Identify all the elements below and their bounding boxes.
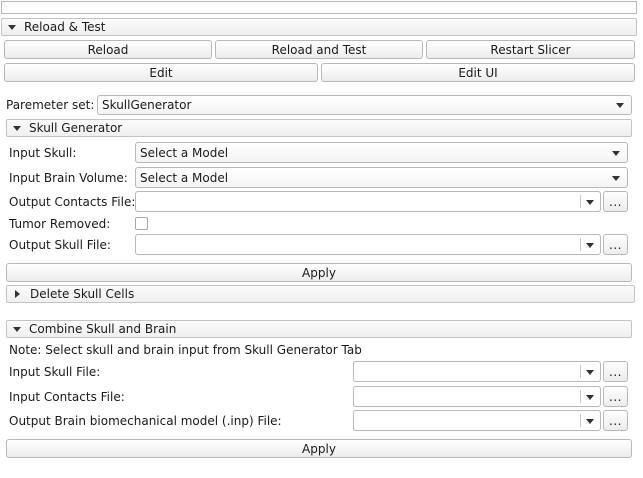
divider: [580, 365, 581, 378]
chevron-down-icon: [8, 25, 16, 30]
input-skull-value: Select a Model: [140, 145, 229, 160]
output-contacts-label: Output Contacts File:: [9, 195, 136, 209]
output-skull-browse-button[interactable]: ...: [603, 234, 628, 255]
output-brain-label: Output Brain biomechanical model (.inp) File:: [9, 414, 282, 428]
input-brain-label: Input Brain Volume:: [9, 171, 128, 185]
skull-generator-apply-button[interactable]: Apply: [6, 263, 632, 282]
parameter-set-label: Paremeter set:: [6, 98, 95, 112]
divider: [580, 195, 581, 208]
input-contacts-file-browse-button[interactable]: ...: [603, 386, 628, 407]
parameter-set-value: SkullGenerator: [102, 98, 192, 112]
edit-ui-button[interactable]: Edit UI: [321, 63, 635, 82]
chevron-right-icon: [15, 290, 20, 298]
output-skull-path-input[interactable]: [135, 234, 601, 255]
top-search-bar[interactable]: [1, 1, 637, 14]
input-skull-file-browse-button[interactable]: ...: [603, 361, 628, 382]
divider: [580, 414, 581, 427]
chevron-down-icon: [616, 103, 624, 108]
input-skull-file-label: Input Skull File:: [9, 365, 101, 379]
edit-button[interactable]: Edit: [4, 63, 318, 82]
output-brain-path-input[interactable]: [353, 410, 601, 431]
input-skull-label: Input Skull:: [9, 146, 77, 160]
parameter-set-combo[interactable]: [97, 95, 632, 115]
chevron-down-icon: [13, 126, 21, 131]
restart-slicer-button[interactable]: Restart Slicer: [426, 40, 635, 59]
chevron-down-icon[interactable]: [586, 395, 594, 400]
reload-button[interactable]: Reload: [4, 40, 212, 59]
delete-skull-cells-title: Delete Skull Cells: [30, 287, 135, 301]
input-skull-file-path-input[interactable]: [353, 361, 601, 382]
chevron-down-icon[interactable]: [586, 200, 594, 205]
chevron-down-icon[interactable]: [586, 419, 594, 424]
tumor-removed-checkbox[interactable]: [135, 217, 148, 230]
reload-test-title: Reload & Test: [24, 20, 106, 34]
input-brain-value: Select a Model: [140, 170, 229, 185]
tumor-removed-label: Tumor Removed:: [9, 217, 111, 231]
input-skull-combo[interactable]: [135, 142, 628, 163]
combine-header[interactable]: [6, 320, 632, 338]
chevron-down-icon[interactable]: [586, 370, 594, 375]
divider: [580, 238, 581, 251]
input-brain-combo[interactable]: [135, 167, 628, 188]
combine-title: Combine Skull and Brain: [29, 322, 177, 336]
divider: [580, 390, 581, 403]
combine-note: Note: Select skull and brain input from Skull Generator Tab: [9, 343, 362, 357]
delete-skull-cells-header[interactable]: [6, 285, 635, 303]
output-skull-label: Output Skull File:: [9, 238, 111, 252]
output-contacts-path-input[interactable]: [135, 191, 601, 212]
skull-generator-header[interactable]: [6, 119, 632, 137]
input-contacts-file-path-input[interactable]: [353, 386, 601, 407]
output-contacts-browse-button[interactable]: ...: [603, 191, 628, 212]
chevron-down-icon: [612, 176, 620, 181]
chevron-down-icon[interactable]: [586, 243, 594, 248]
chevron-down-icon: [13, 327, 21, 332]
reload-test-header[interactable]: [1, 18, 637, 36]
output-brain-browse-button[interactable]: ...: [603, 410, 628, 431]
chevron-down-icon: [612, 151, 620, 156]
input-contacts-file-label: Input Contacts File:: [9, 390, 125, 404]
combine-apply-button[interactable]: Apply: [6, 439, 632, 458]
skull-generator-title: Skull Generator: [29, 121, 123, 135]
reload-and-test-button[interactable]: Reload and Test: [215, 40, 423, 59]
